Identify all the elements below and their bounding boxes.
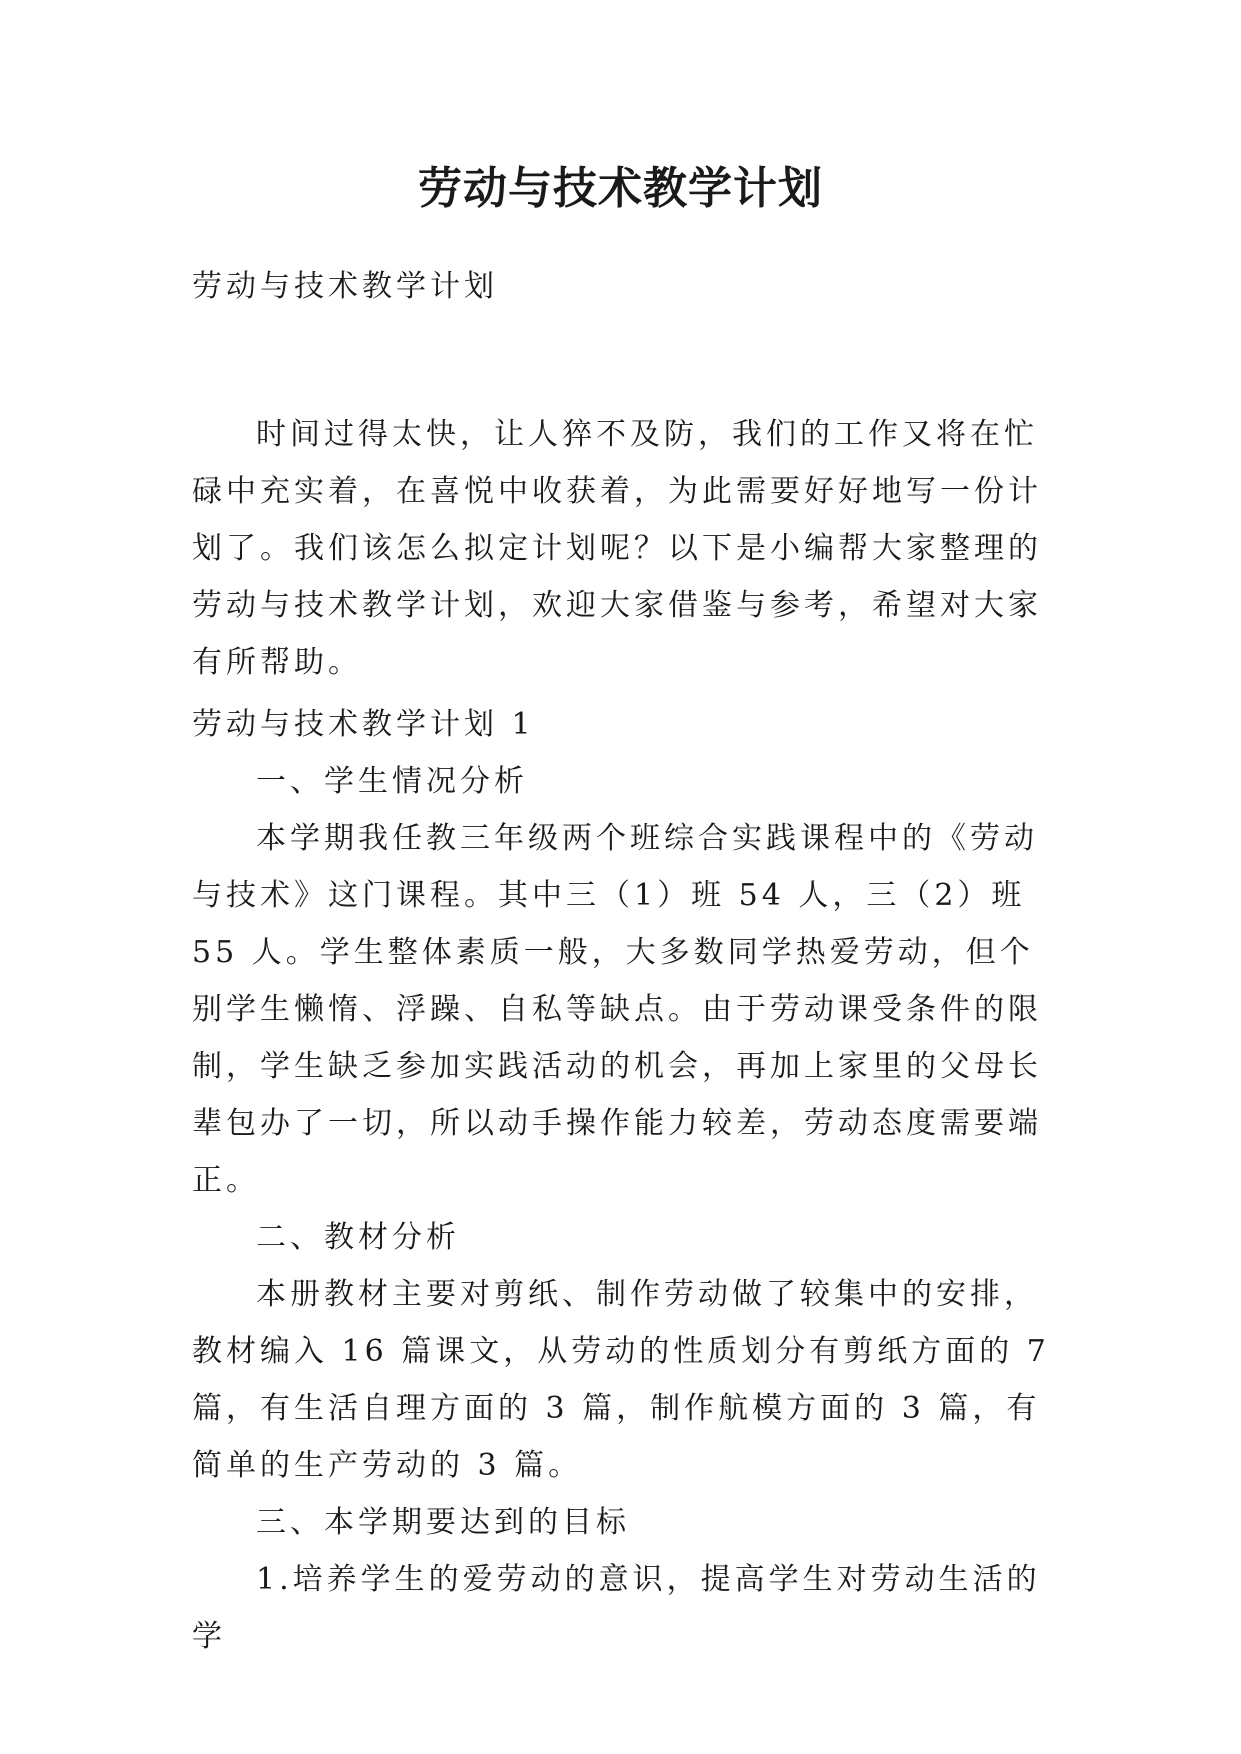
section-1 [192,696,1062,1665]
paragraph-student-analysis: 本学期我任教三年级两个班综合实践课程中的《劳动与技术》这门课程。其中三（1）班 54 人，三（2）班 55 人。学生整体素质一般，大多数同学热爱劳动，但个别学生懒惰、浮躁、自私等缺点。由于劳动课受条件的限制，学生缺乏参加实践活动的机会，再加上家里的父母长辈包办了一切，所以动手操作能力较差，劳动态度需要端正。 [192,821,1042,1198]
document-title: 劳动与技术教学计划 [418,163,823,214]
document-subtitle: 劳动与技术教学计划 [192,269,498,304]
heading-student-analysis: 一、学生情况分析 [256,764,528,799]
heading-goals: 三、本学期要达到的目标 [256,1505,630,1540]
goal-item-1: 1.培养学生的爱劳动的意识，提高学生对劳动生活的学 [192,1562,1041,1654]
section-title: 劳动与技术教学计划 1 [192,707,535,742]
paragraph-textbook-analysis: 本册教材主要对剪纸、制作劳动做了较集中的安排，教材编入 16 篇课文，从劳动的性质划分有剪纸方面的 7 篇，有生活自理方面的 3 篇，制作航模方面的 3 篇，有简单的生产劳动的 3 篇。 [192,1277,1050,1483]
intro-paragraph: 时间过得太快，让人猝不及防，我们的工作又将在忙碌中充实着，在喜悦中收获着，为此需要好好地写一份计划了。我们该怎么拟定计划呢？以下是小编帮大家整理的劳动与技术教学计划，欢迎大家借鉴与参考，希望对大家有所帮助。 [192,417,1042,680]
heading-textbook-analysis: 二、教材分析 [256,1220,460,1255]
